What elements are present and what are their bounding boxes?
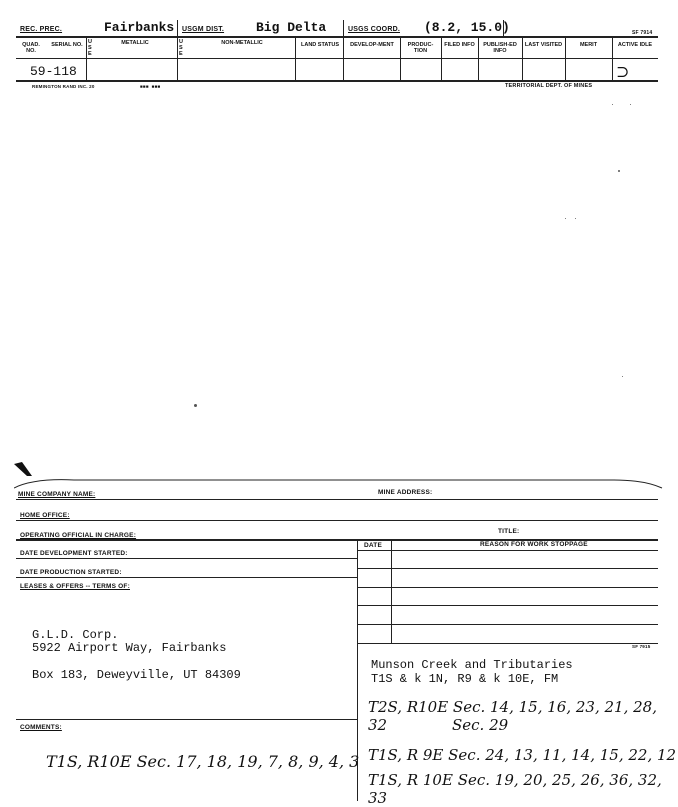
table-row-4 [357,605,658,606]
lessee-line-2: 5922 Airport Way, Fairbanks [32,641,227,655]
mine-address-label: MINE ADDRESS: [378,489,433,496]
handwritten-sections-3: T1S, R 9E Sec. 24, 13, 11, 14, 15, 22, 12 [368,746,677,764]
table-row-5 [357,624,658,625]
speck [630,104,631,105]
line-home-office [16,520,658,521]
mine-company-name-label: MINE COMPANY NAME: [18,491,96,498]
operating-official-label: OPERATING OFFICIAL IN CHARGE: [20,532,137,539]
hdr-production: PRODUC-TION [407,42,434,54]
hdr-development: DEVELOP-MENT [350,42,394,48]
location-line-2: T1S & k 1N, R9 & k 10E, FM [371,672,559,686]
table-row-2 [357,568,658,569]
top-line-2 [16,58,658,59]
speck [194,404,197,407]
col-sep-1 [86,37,87,80]
table-date-sep [391,539,392,643]
home-office-label: HOME OFFICE: [20,512,70,519]
col-sep-5 [400,37,401,80]
usgs-coord-value: (8.2, 15.0) [424,20,510,35]
col-sep-8 [522,37,523,80]
usgm-dist-value: Big Delta [256,20,327,35]
handwritten-sections-1: T2S, R10E Sec. 14, 15, 16, 23, 21, 28, 32 [368,698,657,734]
speck [618,170,620,172]
leases-label: LEASES & OFFERS -- TERMS OF: [20,583,130,590]
hdr-land-status: LAND STATUS [301,42,339,48]
hdr-last-visited: LAST VISITED [524,42,563,48]
speck [622,376,623,377]
serial-value: 59-118 [30,64,77,79]
hdr-active-idle: ACTIVE IDLE [617,42,653,48]
handwritten-sections-4: T1S, R 10E Sec. 19, 20, 25, 26, 36, 32, 33 [368,771,662,807]
speck [612,104,613,105]
hdr-metallic: METALLIC [121,40,149,46]
col-sep-4 [343,37,344,80]
col-sep-10 [612,37,613,80]
rec-prec-label: REC. PREC. [20,26,63,33]
usgm-dist-label: USGM DIST. [182,26,225,33]
usgs-coord-label: USGS COORD. [348,26,400,33]
col-sep-7 [478,37,479,80]
col-sep-9 [565,37,566,80]
line-company [16,499,658,500]
hdr-serial-no: SERIAL NO. [51,42,83,48]
table-row-6 [357,643,658,644]
dev-started-label: DATE DEVELOPMENT STARTED: [20,550,128,557]
rec-prec-value: Fairbanks [104,20,175,35]
bottom-form-number: SF 7915 [632,644,651,649]
line-comments [16,719,357,720]
hdr-merit: MERIT [579,42,598,48]
active-mark: ⊃ [616,62,630,81]
hdr-use-nonmetallic: U S E [179,39,183,57]
top-footer-marks: ■■■ ■■■ [140,84,161,89]
handwritten-comment: T1S, R10E Sec. 17, 18, 19, 7, 8, 9, 4, 3 [46,752,360,771]
date-col-label: DATE [364,542,383,549]
top-line-1 [16,36,658,38]
lessee-line-3: Box 183, Deweyville, UT 84309 [32,668,241,682]
reason-col-label: REASON FOR WORK STOPPAGE [480,541,588,548]
col-sep-6 [441,37,442,80]
top-footer-left: REMINGTON RAND INC. 20 [32,84,95,89]
col-sep-3 [295,37,296,80]
col-sep-2 [177,37,178,80]
sep-usgm [343,20,344,36]
sep-rec [177,20,178,36]
title-label: TITLE: [498,528,520,535]
sep-coord [503,20,504,36]
table-row-3 [357,587,658,588]
hdr-quad-no: QUAD. NO. [22,42,40,54]
hdr-use-metallic: U S E [88,39,92,57]
location-line-1: Munson Creek and Tributaries [371,658,573,672]
top-line-3 [16,80,658,82]
hdr-nonmetallic: NON-METALLIC [221,40,263,46]
handwritten-sections-2: Sec. 29 [452,716,509,734]
hdr-published-info: PUBLISH-ED INFO [483,42,517,54]
prod-started-label: DATE PRODUCTION STARTED: [20,569,122,576]
comments-label: COMMENTS: [20,724,62,731]
top-footer-right: TERRITORIAL DEPT. OF MINES [505,83,593,89]
speck [565,218,566,219]
card-edge [14,474,664,494]
table-row-1 [357,550,658,551]
line-prod-started [16,577,357,578]
speck [575,218,576,219]
top-form-number: SF 7914 [632,30,653,36]
lessee-line-1: G.L.D. Corp. [32,628,119,642]
line-dev-started [16,558,357,559]
hdr-filed-info: FILED INFO [444,42,475,48]
